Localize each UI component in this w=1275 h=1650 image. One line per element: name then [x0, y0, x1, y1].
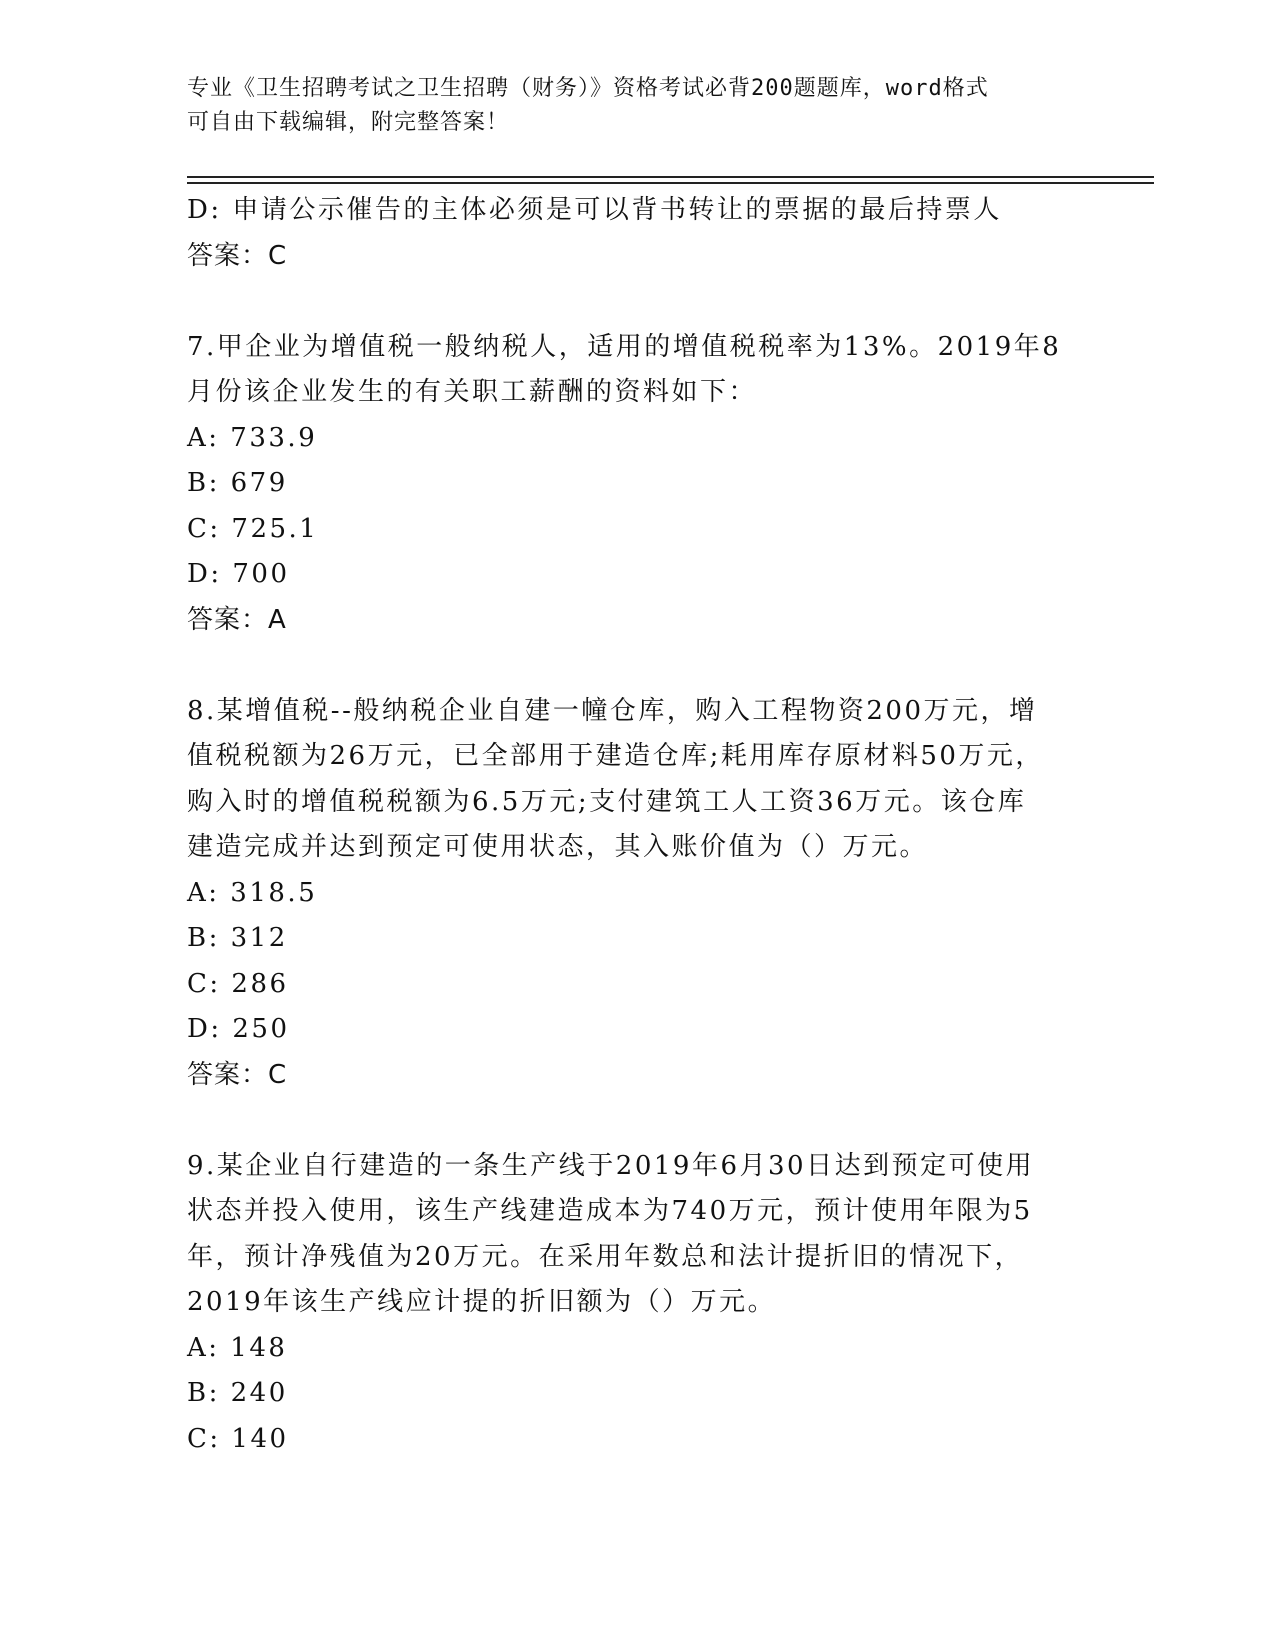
- question-stem-line: 7.甲企业为增值税一般纳税人，适用的增值税税率为13%。2019年8: [187, 331, 1062, 362]
- option-b: B: 679: [187, 468, 288, 498]
- option-b: B: 312: [187, 923, 288, 953]
- question-stem-line: 月份该企业发生的有关职工薪酬的资料如下：: [187, 377, 758, 407]
- question-8: [187, 689, 1067, 1099]
- question-7: [187, 325, 1067, 644]
- question-9: [187, 1144, 1067, 1463]
- question-stem-line: 年，预计净残值为20万元。在采用年数总和法计提折旧的情况下，: [187, 1241, 1024, 1272]
- answer-line: 答案：C: [187, 240, 288, 271]
- answer-line: 答案：A: [187, 604, 287, 635]
- spacer: [187, 643, 1067, 689]
- option-c: C: 286: [187, 968, 289, 999]
- question-stem-line: 8.某增值税--般纳税企业自建一幢仓库，购入工程物资200万元，增: [187, 695, 1038, 726]
- spacer: [187, 1098, 1067, 1144]
- option-a: A: 318.5: [187, 877, 318, 908]
- option-a: A: 148: [187, 1332, 288, 1363]
- question-stem-line: 购入时的增值税税额为6.5万元;支付建筑工人工资36万元。该仓库: [187, 786, 1027, 817]
- document-header: [187, 72, 1067, 140]
- header-line-1: 专业《卫生招聘考试之卫生招聘（财务）》资格考试必背200题题库，word格式: [187, 76, 989, 101]
- spacer: [187, 279, 1067, 325]
- answer-line: 答案：C: [187, 1059, 288, 1090]
- header-divider-top: [187, 176, 1154, 178]
- option-c: C: 140: [187, 1423, 289, 1454]
- previous-question-fragment: [187, 188, 1067, 279]
- option-a: A: 733.9: [187, 422, 318, 453]
- header-line-2: 可自由下载编辑，附完整答案！: [187, 110, 510, 135]
- option-d: D: 250: [187, 1014, 290, 1044]
- question-stem-line: 值税税额为26万元，已全部用于建造仓库;耗用库存原材料50万元，: [187, 741, 1044, 771]
- question-stem-line: 2019年该生产线应计提的折旧额为（）万元。: [187, 1287, 777, 1317]
- option-d: D: 700: [187, 559, 290, 589]
- question-stem-line: 9.某企业自行建造的一条生产线于2019年6月30日达到预定可使用: [187, 1150, 1035, 1181]
- question-content: [187, 188, 1067, 1462]
- option-b: B: 240: [187, 1378, 288, 1408]
- question-stem-line: 建造完成并达到预定可使用状态，其入账价值为（）万元。: [187, 832, 929, 862]
- header-divider-bottom: [187, 182, 1154, 184]
- question-stem-line: 状态并投入使用，该生产线建造成本为740万元，预计使用年限为5: [187, 1196, 1033, 1226]
- option-d: D: 申请公示催告的主体必须是可以背书转让的票据的最后持票人: [187, 195, 1002, 225]
- option-c: C: 725.1: [187, 513, 319, 544]
